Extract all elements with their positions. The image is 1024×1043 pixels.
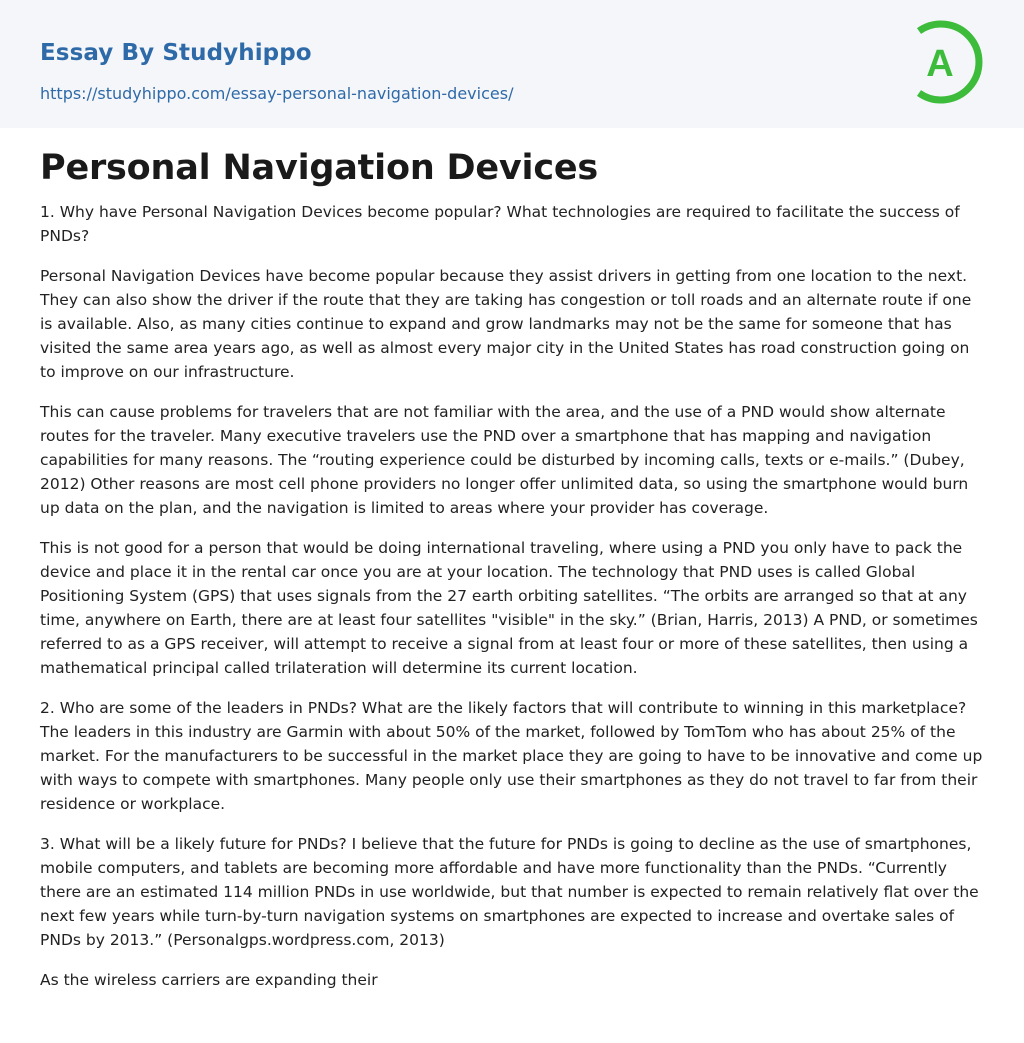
studyhippo-logo-icon[interactable]: [912, 18, 988, 106]
essay-content: [40, 144, 984, 1008]
essay-paragraph: This can cause problems for travelers that are not familiar with the area, and the use of a PND would show alternate routes for the traveler. Many executive travelers use the PND over a smartphone that has mapping and navigation capabilities for many reasons. The “routing experience could be disturbed by incoming calls, texts or e-mails.” (Dubey, 2012) Other reasons are most cell phone providers no longer offer unlimited data, so using the smartphone would burn up data on the plan, and the navigation is limited to areas where your provider has coverage.: [40, 403, 969, 517]
essay-url-link[interactable]: https://studyhippo.com/essay-personal-navigation-devices/: [40, 84, 514, 103]
page-title: Personal Navigation Devices: [40, 148, 599, 188]
essay-paragraph: As the wireless carriers are expanding their: [40, 971, 378, 989]
essay-paragraph: 2. Who are some of the leaders in PNDs? What are the likely factors that will contribute to winning in this marketplace? The leaders in this industry are Garmin with about 50% of the market, followed by TomTom who has about 25% of the market. For the manufacturers to be successful in the market place they are going to have to be innovative and come up with ways to compete with smartphones. Many people only use their smartphones as they do not travel to far from their residence or workplace.: [40, 699, 983, 813]
essay-paragraph: 1. Why have Personal Navigation Devices become popular? What technologies are required to facilitate the success of PNDs?: [40, 203, 960, 245]
site-brand[interactable]: Essay By Studyhippo: [40, 40, 312, 66]
essay-paragraph: This is not good for a person that would be doing international traveling, where using a PND you only have to pack the device and place it in the rental car once you are at your location. The technology that PND uses is called Global Positioning System (GPS) that uses signals from the 27 earth orbiting satellites. “The orbits are arranged so that at any time, anywhere on Earth, there are at least four satellites "visible" in the sky.” (Brian, Harris, 2013) A PND, or sometimes referred to as a GPS receiver, will attempt to receive a signal from at least four or more of these satellites, then using a mathematical principal called trilateration will determine its current location.: [40, 539, 978, 677]
essay-paragraph: 3. What will be a likely future for PNDs? I believe that the future for PNDs is going to decline as the use of smartphones, mobile computers, and tablets are becoming more affordable and have more functionality than the PNDs. “Currently there are an estimated 114 million PNDs in use worldwide, but that number is expected to remain relatively flat over the next few years while turn-by-turn navigation systems on smartphones are expected to increase and overtake sales of PNDs by 2013.” (Personalgps.wordpress.com, 2013): [40, 835, 979, 949]
logo-letter: A: [926, 43, 954, 85]
essay-paragraph: Personal Navigation Devices have become popular because they assist drivers in getting from one location to the next. They can also show the driver if the route that they are taking has congestion or toll roads and an alternate route if one is available. Also, as many cities continue to expand and grow landmarks may not be the same for someone that has visited the same area years ago, as well as almost every major city in the United States has road construction going on to improve on our infrastructure.: [40, 267, 972, 381]
site-header: [0, 0, 1024, 128]
